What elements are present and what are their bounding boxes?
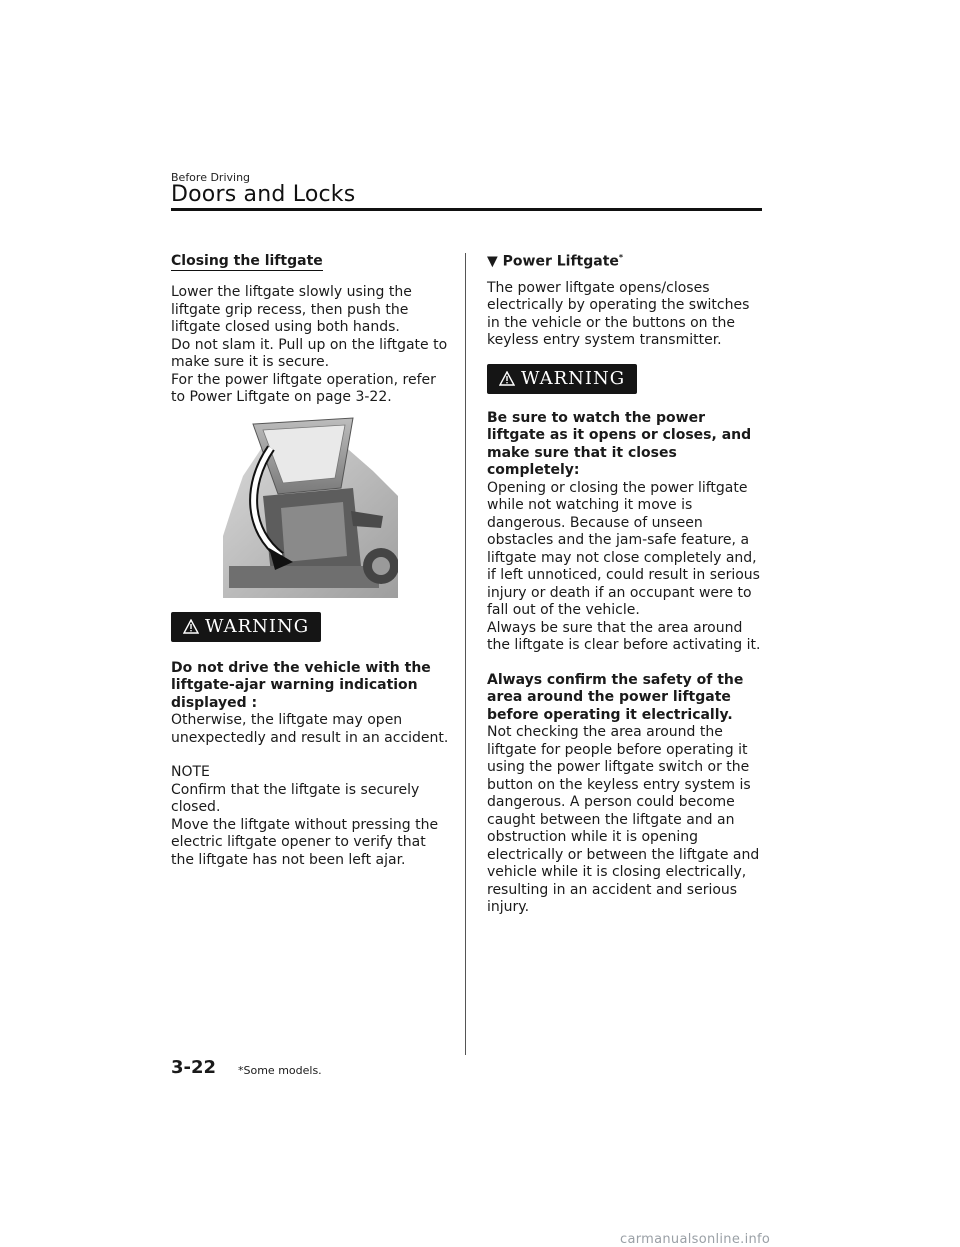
power-liftgate-intro bbox=[487, 280, 765, 350]
warning-text: Opening or closing the power liftgate while not watching it move is dangerous. Because of unseen obstacles and the jam-safe feature, a liftgate may not close completely and, if left unnoticed, could result in serious injury or death if an occupant were to fall out of the vehicle. bbox=[487, 479, 760, 619]
warning-title: Do not drive the vehicle with the liftgate-ajar warning indication displayed : bbox=[171, 659, 431, 711]
note-label: NOTE bbox=[171, 764, 210, 780]
chapter-title: Doors and Locks bbox=[171, 182, 356, 207]
warning-triangle-icon bbox=[499, 371, 515, 386]
right-column bbox=[487, 250, 765, 917]
section-label: Before Driving bbox=[171, 171, 251, 184]
closing-liftgate-heading: Closing the liftgate bbox=[171, 253, 323, 269]
closing-instructions bbox=[171, 284, 451, 407]
warning-block bbox=[487, 364, 765, 394]
triangle-marker-icon: ▼ bbox=[487, 253, 498, 270]
some-models-asterisk: * bbox=[618, 253, 624, 262]
warning-text: Always be sure that the area around the liftgate is clear before activating it. bbox=[487, 619, 761, 654]
watermark: carmanualsonline.info bbox=[620, 1232, 771, 1247]
header-rule bbox=[171, 208, 762, 211]
heading-text: Power Liftgate bbox=[502, 253, 619, 270]
note-block bbox=[171, 764, 451, 869]
column-divider bbox=[465, 253, 466, 1055]
warning-triangle-icon bbox=[183, 619, 199, 634]
liftgate-closing-illustration bbox=[223, 416, 398, 598]
warning-content-1 bbox=[487, 410, 765, 655]
warning-text: Not checking the area around the liftgate for people before operating it using the power liftgate switch or the button on the keyless entry system is dangerous. A person could become caught between the liftgate and an obstruction while it is opening electrically or between the liftgate and vehicle while it is closing electrically, resulting in an accident and serious injury. bbox=[487, 724, 760, 916]
warning-title: Be sure to watch the power liftgate as it opens or closes, and make sure that it closes completely: bbox=[487, 409, 752, 479]
footnote: *Some models. bbox=[238, 1064, 322, 1077]
note-paragraph: Confirm that the liftgate is securely closed. bbox=[171, 781, 420, 815]
instruction-paragraph: For the power liftgate operation, refer to Power Liftgate on page 3-22. bbox=[171, 371, 436, 405]
warning-label: WARNING bbox=[205, 616, 310, 637]
intro-paragraph: The power liftgate opens/closes electrically by operating the switches in the vehicle or the buttons on the keyless entry system transmitter. bbox=[487, 279, 750, 349]
warning-title: Always confirm the safety of the area around the power liftgate before operating it electrically. bbox=[487, 671, 744, 723]
warning-content-2 bbox=[487, 672, 765, 917]
warning-label: WARNING bbox=[521, 368, 626, 390]
power-liftgate-heading bbox=[487, 253, 765, 270]
instruction-paragraph: Lower the liftgate slowly using the liftgate grip recess, then push the liftgate closed using both hands. bbox=[171, 284, 412, 335]
instruction-paragraph: Do not slam it. Pull up on the liftgate to make sure it is secure. bbox=[171, 336, 448, 370]
note-paragraph: Move the liftgate without pressing the electric liftgate opener to verify that the liftgate has not been left ajar. bbox=[171, 816, 439, 868]
page-number: 3-22 bbox=[171, 1057, 217, 1078]
warning-badge bbox=[487, 364, 637, 394]
warning-content bbox=[171, 660, 451, 748]
warning-text: Otherwise, the liftgate may open unexpectedly and result in an accident. bbox=[171, 712, 449, 746]
left-column bbox=[171, 250, 451, 869]
warning-badge bbox=[171, 612, 321, 642]
warning-block bbox=[171, 612, 451, 642]
